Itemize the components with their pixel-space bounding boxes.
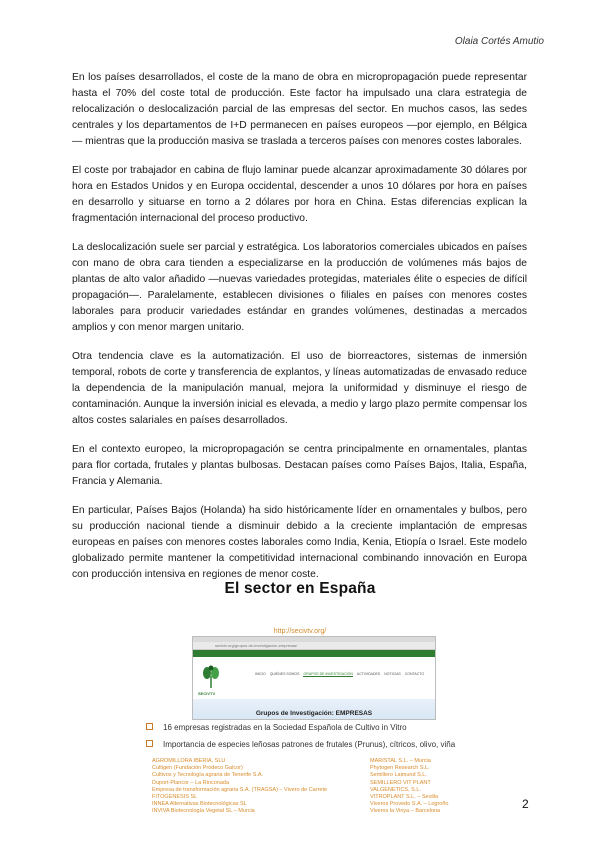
site-nav-item: INICIO: [255, 672, 266, 676]
company-item: Empresa de transformación agraria S.A. (TRAGSA) – Vivero de Carrete: [152, 786, 328, 793]
company-item: Duport-Plancor – La Rinconada: [152, 779, 230, 786]
paragraph-6: En particular, Países Bajos (Holanda) ha sido históricamente líder en ornamentales y bulbos, pero su producción nacional tiende a disminuir debido a la creciente implantación de empresas europeas en países con menores costes laborales como India, Kenia, Etiopía o Israel. Este modelo globalizado permite mantener la competitividad internacional combinando innovación en Europa con producción intensiva en regiones de menor coste.: [72, 505, 527, 580]
site-top-bar: [193, 650, 435, 657]
company-item: Phytogen Research S.L.: [370, 765, 430, 772]
bullet-square-icon: [146, 723, 153, 730]
bullet-item: [146, 719, 486, 736]
company-item: INVIVA Biotecnología Vegetal SL – Murcia: [152, 808, 255, 815]
bullet-text: 16 empresas registradas en la Sociedad Española de Cultivo in Vitro: [163, 723, 407, 732]
bullet-text: Importancia de especies leñosas patrones de frutales (Prunus), cítricos, olivo, viña: [163, 740, 456, 749]
bullet-list: [146, 719, 486, 753]
company-item: Cultivos y Tecnología agraria de Tenerife S.A.: [152, 772, 264, 779]
header-author: Olaia Cortés Amutio: [454, 36, 544, 47]
company-list-right: [370, 758, 448, 816]
site-nav-item: NOTICIAS: [384, 672, 401, 676]
company-item: VITROPLANT S.L. – Sevilla: [370, 794, 439, 801]
site-logo-text: SECIVTV: [198, 691, 216, 696]
site-nav-item: CONTACTO: [404, 672, 425, 676]
body-text: [72, 70, 527, 596]
company-item: Viveros la Vinya – Barcelona: [370, 808, 441, 815]
paragraph-5: En el contexto europeo, la micropropagación se centra principalmente en ornamentales, plantas para flor cortada, frutales y plantas bulbosas. Destacan países como Países Bajos, Italia, España, Francia y Alemania.: [72, 444, 527, 487]
page-number: 2: [522, 797, 529, 811]
company-list-left: [152, 758, 327, 816]
site-nav-item: ACTIVIDADES: [356, 672, 381, 676]
company-item: Viveros Provedo S.A. – Logroño: [370, 801, 449, 808]
company-item: Cultigen (Fundación Prodeco Galcor): [152, 765, 243, 772]
section-title: El sector en España: [224, 580, 376, 597]
paragraph-4: Otra tendencia clave es la automatización. El uso de biorreactores, sistemas de inmersión temporal, robots de corte y transferencia de explantos, y líneas automatizadas de envasado reduce la dependencia de la manipulación manual, mejora la uniformidad y disminuye el riesgo de contaminación. Aunque la inversión inicial es elevada, a medio y largo plazo permite compensar los altos costes salariales en países desarrollados.: [72, 351, 527, 426]
plant-logo-icon: [201, 664, 221, 690]
company-item: VALGENETICS, S.L.: [370, 786, 421, 793]
company-item: FITOGENESIS SL: [152, 794, 198, 801]
paragraph-1: En los países desarrollados, el coste de la mano de obra en micropropagación puede representar hasta el 70% del coste total de producción. Este factor ha impulsado una clara estrategia de relocalización o deslocalización parcial de las empresas del sector. En muchos casos, las sedes centrales y los departamentos de I+D permanecen en países europeos —por ejemplo, en Bélgica— mientras que la producción masiva se traslada a terceros países con menores costes laborales.: [72, 72, 527, 147]
paragraph-3: La deslocalización suele ser parcial y estratégica. Los laboratorios comerciales ubicados en países con mano de obra cara tienden a especializarse en la producción de volúmenes más bajos de plantas de alto valor añadido —nuevas variedades protegidas, materiales élite o especies de difícil propagación—. Paralelamente, establecen divisiones o filiales en países con menores costes laborales para producir variedades estándar en grandes volúmenes, destinadas a mercados amplios y con menor margen unitario.: [72, 242, 527, 333]
site-content: [193, 657, 435, 720]
bullet-item: [146, 736, 486, 753]
website-screenshot: [192, 636, 436, 720]
site-banner: [193, 699, 435, 720]
site-nav: [255, 672, 431, 677]
site-nav-item-active: GRUPOS DE INVESTIGACIÓN: [303, 672, 353, 676]
site-nav-item: QUIÉNES SOMOS: [269, 672, 300, 676]
company-item: SEMILLERO VIT PLANT: [370, 779, 431, 786]
bullet-square-icon: [146, 740, 153, 747]
paragraph-2: El coste por trabajador en cabina de flujo laminar puede alcanzar aproximadamente 30 dólares por hora en Estados Unidos y en Europa occidental, descender a unos 10 dólares por hora en países en desarrollo y situarse en torno a 2 dólares por hora en China. Estas diferencias explican la fragmentación internacional del proceso productivo.: [72, 165, 527, 224]
company-item: MARISTAL S.L. – Murcia: [370, 758, 431, 764]
browser-url-bar: secivtv.org/grupos-de-investigacion-empresas/: [193, 642, 435, 650]
site-banner-title: Grupos de Investigación: EMPRESAS: [255, 710, 373, 717]
source-link[interactable]: http://secivtv.org/: [273, 628, 327, 635]
company-item: Semillero Laimund S.L.: [370, 772, 427, 779]
company-item: AGROMILLORA IBERIA, SLU: [152, 758, 226, 764]
company-item: INNEA Alternativas Biotecnológicas SL: [152, 801, 247, 808]
